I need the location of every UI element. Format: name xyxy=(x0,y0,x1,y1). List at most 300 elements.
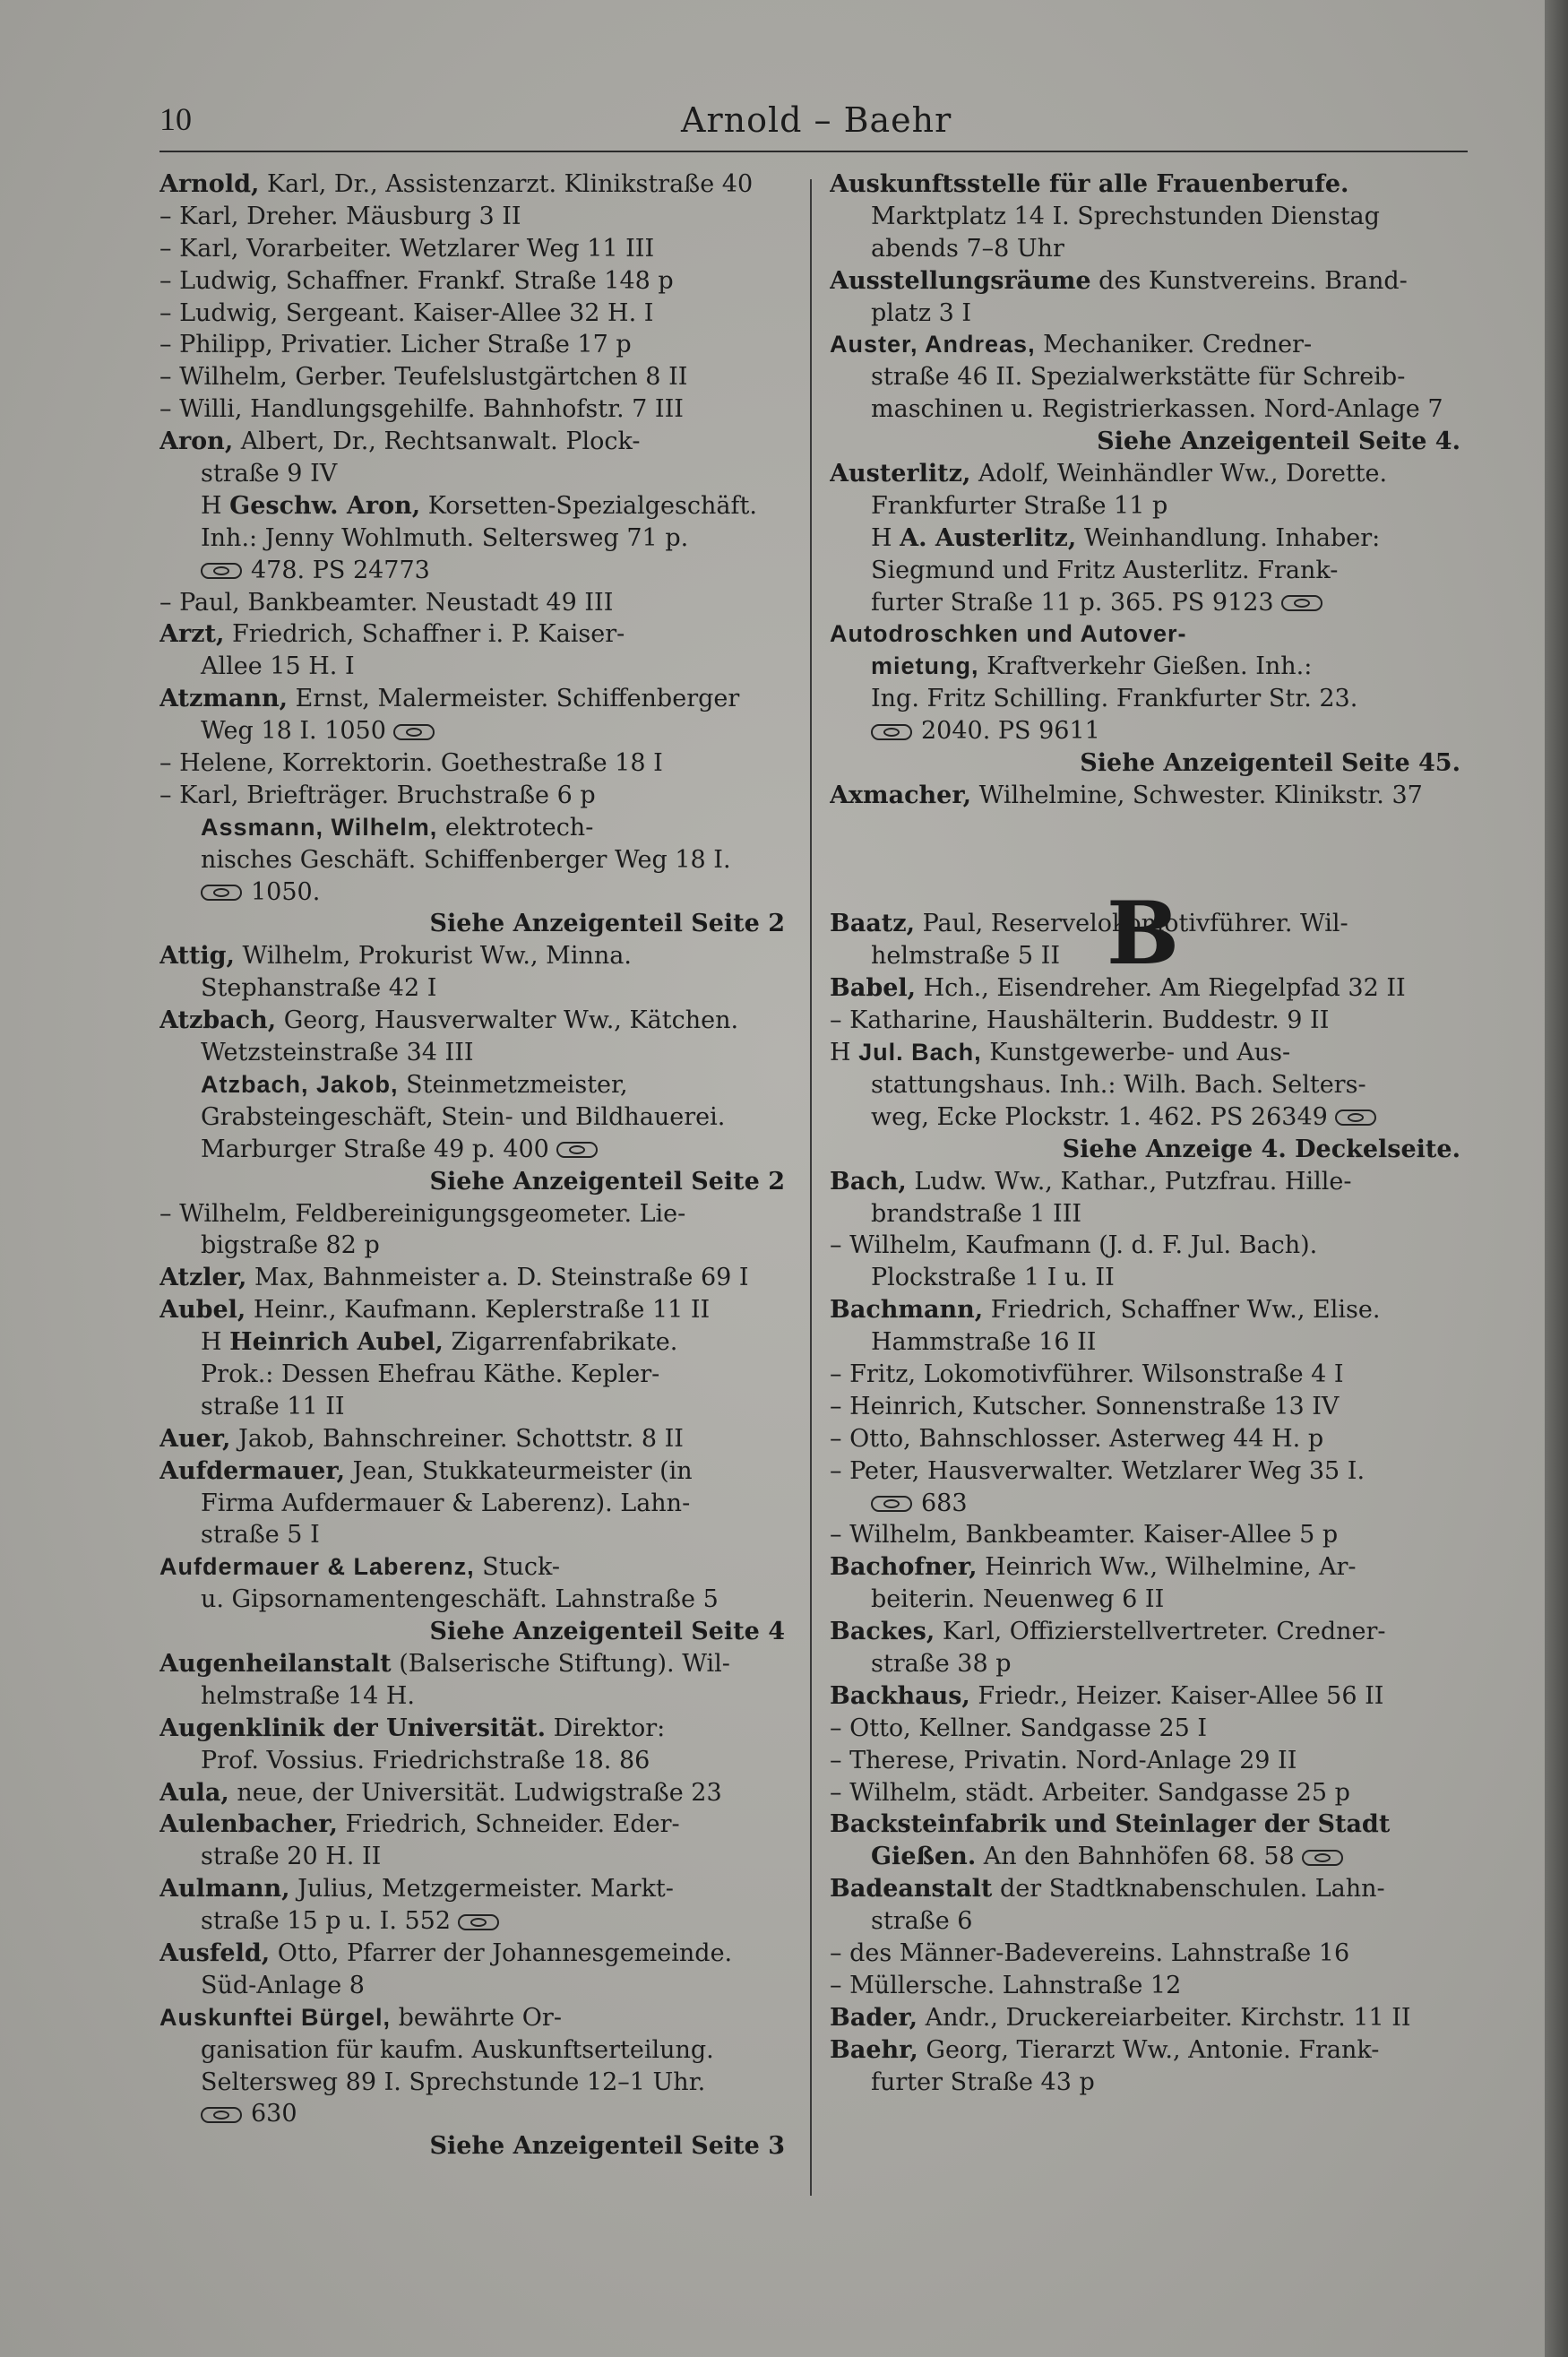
directory-entry xyxy=(830,329,1468,458)
entry-text: Ing. Fritz Schilling. Frankfurter Str. 23. xyxy=(871,685,1358,713)
entry-line xyxy=(830,651,1468,683)
column-divider xyxy=(810,179,812,2196)
entry-text: Paul, Reservelokomotivführer. Wil- xyxy=(915,910,1348,938)
entry-line xyxy=(159,329,792,361)
entry-line xyxy=(830,1938,1468,1970)
telephone-icon xyxy=(393,724,435,740)
entry-prefix: – xyxy=(830,1360,850,1388)
entry-line xyxy=(159,298,792,330)
entry-line xyxy=(159,1680,792,1713)
entry-line xyxy=(159,683,792,715)
entry-line xyxy=(830,683,1468,715)
book-spine xyxy=(1545,0,1568,2357)
entry-text: Süd-Anlage 8 xyxy=(201,1971,365,1999)
entry-line xyxy=(830,522,1468,555)
entry-line xyxy=(159,1198,792,1230)
entry-text: des Männer-Badevereins. Lahnstraße 16 xyxy=(849,1938,1350,1967)
entry-text: Siehe Anzeigenteil Seite 45. xyxy=(1080,749,1460,778)
entry-prefix: – xyxy=(830,1778,850,1807)
entry-line xyxy=(830,2034,1468,2067)
directory-entry xyxy=(159,1809,792,1873)
page-title: Arnold – Baehr xyxy=(681,100,952,140)
directory-entry xyxy=(830,1970,1468,2002)
entry-line xyxy=(159,1551,792,1584)
entry-text: Karl, Vorarbeiter. Wetzlarer Weg 11 III xyxy=(179,234,655,263)
entry-name: Heinrich Aubel, xyxy=(229,1328,444,1357)
directory-entry xyxy=(830,1166,1468,1230)
directory-entry xyxy=(830,458,1468,522)
entry-line xyxy=(830,168,1468,201)
directory-entry xyxy=(830,1616,1468,1680)
entry-text: brandstraße 1 III xyxy=(871,1199,1082,1228)
directory-entry xyxy=(159,329,792,361)
directory-entry xyxy=(159,1423,792,1455)
entry-line xyxy=(159,1488,792,1520)
entry-text: Wilhelm, Feldbereinigungsgeometer. Lie- xyxy=(179,1199,686,1228)
directory-entry xyxy=(159,747,792,780)
entry-line xyxy=(830,2067,1468,2099)
entry-name: Bach, xyxy=(830,1167,907,1196)
entry-prefix: – xyxy=(830,1938,850,1967)
entry-line xyxy=(159,1423,792,1455)
entry-text: Paul, Bankbeamter. Neustadt 49 III xyxy=(179,588,614,617)
directory-entry xyxy=(830,1455,1468,1520)
entry-prefix: – xyxy=(830,1521,850,1550)
entry-text: elektrotech- xyxy=(437,813,594,842)
entry-line xyxy=(830,1616,1468,1648)
directory-entry xyxy=(159,265,792,298)
entry-text: Siegmund und Fritz Austerlitz. Frank- xyxy=(871,556,1339,584)
entry-line xyxy=(159,1970,792,2002)
entry-prefix: – xyxy=(159,588,180,617)
telephone-icon xyxy=(556,1142,598,1158)
entry-line xyxy=(830,1584,1468,1616)
telephone-icon xyxy=(201,885,242,901)
entry-text: der Stadtknabenschulen. Lahn- xyxy=(992,1875,1385,1904)
entry-text: Siehe Anzeigenteil Seite 2 xyxy=(429,910,785,938)
entry-text: Heinrich, Kutscher. Sonnenstraße 13 IV xyxy=(849,1392,1340,1420)
entry-text: Adolf, Weinhändler Ww., Dorette. xyxy=(970,460,1388,488)
entry-text: furter Straße 11 p. 365. PS 9123 xyxy=(871,588,1274,617)
entry-line xyxy=(159,361,792,393)
entry-text: (Balserische Stiftung). Wil- xyxy=(391,1649,730,1678)
entry-line xyxy=(159,972,792,1005)
entry-prefix: – xyxy=(159,234,180,263)
advert-reference xyxy=(159,1616,792,1648)
entry-prefix: – xyxy=(159,395,180,424)
entry-line xyxy=(159,1326,792,1359)
advertiser-name: Auster, Andreas, xyxy=(830,331,1036,358)
section-letter: B xyxy=(1107,883,1180,984)
entry-text: furter Straße 43 p xyxy=(871,2068,1095,2096)
entry-text: Weg 18 I. 1050 xyxy=(201,717,386,746)
entry-line xyxy=(159,555,792,587)
entry-prefix: – xyxy=(830,1424,850,1453)
entry-line xyxy=(830,298,1468,330)
entry-text: Peter, Hausverwalter. Wetzlarer Weg 35 I. xyxy=(849,1456,1366,1485)
entry-name: Aron, xyxy=(159,427,234,456)
advertiser-name: Assmann, Wilhelm, xyxy=(201,813,438,841)
entry-line xyxy=(830,1391,1468,1423)
directory-entry xyxy=(830,1745,1468,1777)
directory-entry xyxy=(830,168,1468,265)
entry-text: Wilhelm, Gerber. Teufelslustgärtchen 8 II xyxy=(179,363,688,392)
directory-entry xyxy=(830,780,1468,812)
entry-name: Atzler, xyxy=(159,1264,247,1292)
entry-line xyxy=(830,1166,1468,1198)
directory-entry xyxy=(159,940,792,1005)
entry-prefix: – xyxy=(830,1392,850,1420)
directory-entry xyxy=(159,233,792,265)
directory-entry xyxy=(159,1005,792,1069)
entry-line xyxy=(159,1905,792,1938)
entry-text: stattungshaus. Inh.: Wilh. Bach. Selters- xyxy=(871,1070,1366,1099)
entry-text: Wilhelm, städt. Arbeiter. Sandgasse 25 p xyxy=(849,1778,1350,1807)
entry-text: Karl, Briefträger. Bruchstraße 6 p xyxy=(179,781,596,809)
entry-line xyxy=(830,780,1468,812)
telephone-icon xyxy=(871,724,912,740)
directory-entry xyxy=(159,587,792,619)
entry-line xyxy=(159,587,792,619)
entry-prefix: – xyxy=(159,749,180,778)
entry-line xyxy=(830,1037,1468,1069)
entry-text: Hammstraße 16 II xyxy=(871,1328,1097,1357)
entry-prefix: – xyxy=(159,1199,180,1228)
entry-text: Wilhelm, Bankbeamter. Kaiser-Allee 5 p xyxy=(849,1521,1339,1550)
directory-entry xyxy=(159,1777,792,1809)
entry-text: Heinrich Ww., Wilhelmine, Ar- xyxy=(977,1553,1357,1582)
entry-text: bewährte Or- xyxy=(391,2003,562,2032)
entry-line xyxy=(830,1101,1468,1134)
entry-line xyxy=(159,1938,792,1970)
entry-line xyxy=(830,1777,1468,1809)
entry-line xyxy=(159,1809,792,1841)
directory-entry xyxy=(830,1551,1468,1616)
entry-text: Helene, Korrektorin. Goethestraße 18 I xyxy=(179,749,663,778)
entry-text: Georg, Tierarzt Ww., Antonie. Frank- xyxy=(918,2035,1380,2064)
entry-text: Otto, Pfarrer der Johannesgemeinde. xyxy=(270,1938,733,1967)
entry-line xyxy=(830,1713,1468,1745)
entry-name: Backsteinfabrik und Steinlager der Stadt xyxy=(830,1810,1391,1839)
entry-text: Friedrich, Schneider. Eder- xyxy=(337,1810,680,1839)
entry-text: Otto, Bahnschlosser. Asterweg 44 H. p xyxy=(849,1424,1324,1453)
directory-entry xyxy=(159,1455,792,1552)
entry-line xyxy=(159,1648,792,1680)
entry-text: maschinen u. Registrierkassen. Nord-Anlage 7 xyxy=(871,395,1443,424)
entry-text: Müllersche. Lahnstraße 12 xyxy=(849,1971,1182,1999)
directory-entry xyxy=(830,1423,1468,1455)
directory-entry xyxy=(830,1294,1468,1359)
entry-text: Siehe Anzeigenteil Seite 3 xyxy=(429,2132,785,2161)
entry-text: straße 46 II. Spezialwerkstätte für Schreib- xyxy=(871,363,1406,392)
entry-line xyxy=(159,2002,792,2034)
directory-entry xyxy=(159,1262,792,1294)
directory-entry xyxy=(159,1873,792,1938)
advertiser-name: Autodroschken und Autover- xyxy=(830,620,1187,648)
entry-text: Max, Bahnmeister a. D. Steinstraße 69 I xyxy=(246,1264,749,1292)
directory-entry xyxy=(830,1391,1468,1423)
entry-text: straße 9 IV xyxy=(201,460,338,488)
entry-name: Aula, xyxy=(159,1778,229,1807)
entry-line xyxy=(830,1326,1468,1359)
entry-line xyxy=(159,1584,792,1616)
telephone-icon xyxy=(1281,595,1322,611)
entry-text: Therese, Privatin. Nord-Anlage 29 II xyxy=(849,1746,1297,1774)
entry-line xyxy=(159,265,792,298)
entry-text: Mechaniker. Credner- xyxy=(1035,331,1313,359)
entry-text: Allee 15 H. I xyxy=(201,652,355,681)
section-spacer xyxy=(830,844,1468,876)
entry-line xyxy=(159,1134,792,1166)
advertiser-name: Jul. Bach, xyxy=(858,1039,982,1066)
entry-prefix: H xyxy=(830,1039,859,1067)
entry-text: Zigarrenfabrikate. xyxy=(443,1328,678,1357)
entry-line xyxy=(159,2067,792,2099)
entry-text: Grabsteingeschäft, Stein- und Bildhauerei. xyxy=(201,1102,726,1131)
telephone-icon xyxy=(201,563,242,579)
entry-text: ganisation für kaufm. Auskunftserteilung. xyxy=(201,2035,714,2064)
entry-text: Siehe Anzeige 4. Deckelseite. xyxy=(1062,1135,1460,1163)
entry-prefix: H xyxy=(201,491,230,520)
entry-text: Willi, Handlungsgehilfe. Bahnhofstr. 7 III xyxy=(179,395,684,424)
entry-name: A. Austerlitz, xyxy=(900,523,1077,552)
entry-prefix: – xyxy=(830,1231,850,1260)
entry-line xyxy=(159,1101,792,1134)
entry-text: straße 5 I xyxy=(201,1521,320,1550)
entry-text: straße 11 II xyxy=(201,1392,345,1420)
directory-entry xyxy=(830,1230,1468,1294)
entry-prefix: – xyxy=(159,202,180,230)
advert-reference xyxy=(830,747,1468,780)
entry-text: Kunstgewerbe- und Aus- xyxy=(981,1039,1291,1067)
entry-line xyxy=(830,201,1468,233)
directory-entry xyxy=(159,1069,792,1198)
entry-line xyxy=(830,1551,1468,1584)
entry-text: Julius, Metzgermeister. Markt- xyxy=(289,1875,674,1904)
directory-entry xyxy=(159,618,792,683)
directory-entry xyxy=(159,298,792,330)
entry-line xyxy=(159,393,792,426)
entry-line xyxy=(830,361,1468,393)
entry-text: Wilhelmine, Schwester. Klinikstr. 37 xyxy=(971,781,1423,809)
entry-name: Backhaus, xyxy=(830,1681,970,1710)
telephone-icon xyxy=(201,2107,242,2123)
entry-line xyxy=(159,2034,792,2067)
directory-entry xyxy=(830,265,1468,330)
entry-name: Aulmann, xyxy=(159,1875,290,1904)
entry-line xyxy=(830,1359,1468,1391)
entry-prefix: – xyxy=(830,1714,850,1742)
entry-text: Wilhelm, Kaufmann (J. d. F. Jul. Bach). xyxy=(849,1231,1318,1260)
entry-text: 1050. xyxy=(251,877,321,906)
entry-prefix: – xyxy=(159,298,180,327)
entry-text: Steinmetzmeister, xyxy=(398,1070,628,1099)
entry-name: Auer, xyxy=(159,1424,231,1453)
entry-line xyxy=(159,490,792,522)
entry-name: Bader, xyxy=(830,2003,918,2032)
entry-text: Karl, Offizierstellvertreter. Credner- xyxy=(935,1618,1386,1646)
entry-line xyxy=(830,1455,1468,1488)
header-rule xyxy=(159,151,1468,152)
entry-line xyxy=(159,747,792,780)
entry-line xyxy=(159,618,792,651)
entry-prefix: – xyxy=(159,781,180,809)
entry-text: Prof. Vossius. Friedrichstraße 18. 86 xyxy=(201,1746,650,1774)
entry-line xyxy=(159,2098,792,2130)
directory-entry xyxy=(830,1938,1468,1970)
entry-name: Backes, xyxy=(830,1618,935,1646)
telephone-icon xyxy=(1302,1850,1343,1866)
advert-reference xyxy=(159,908,792,940)
entry-text: Marburger Straße 49 p. 400 xyxy=(201,1135,549,1163)
directory-entry xyxy=(830,1873,1468,1938)
entry-line xyxy=(830,1873,1468,1905)
entry-line xyxy=(830,1005,1468,1037)
entry-line xyxy=(159,844,792,876)
directory-entry xyxy=(159,683,792,747)
entry-name: Arzt, xyxy=(159,620,225,649)
entry-line xyxy=(830,1841,1468,1873)
section-spacer xyxy=(830,812,1468,844)
entry-text: straße 20 H. II xyxy=(201,1843,382,1871)
entry-line xyxy=(830,715,1468,747)
directory-entry xyxy=(830,1037,1468,1166)
entry-text: 2040. PS 9611 xyxy=(921,717,1100,746)
entry-line xyxy=(159,1391,792,1423)
entry-name: Austerlitz, xyxy=(830,460,971,488)
directory-entry xyxy=(159,1294,792,1326)
entry-line xyxy=(159,168,792,201)
entry-text: Albert, Dr., Rechtsanwalt. Plock- xyxy=(233,427,641,456)
entry-text: des Kunstvereins. Brand- xyxy=(1090,266,1408,295)
entry-line xyxy=(830,490,1468,522)
entry-text: helmstraße 5 II xyxy=(871,942,1061,971)
page-number: 10 xyxy=(159,101,192,137)
entry-line xyxy=(159,715,792,747)
directory-entry xyxy=(159,490,792,587)
entry-name: Augenklinik der Universität. xyxy=(159,1714,546,1742)
entry-text: straße 6 xyxy=(871,1907,973,1936)
entry-text: platz 3 I xyxy=(871,298,972,327)
entry-line xyxy=(830,233,1468,265)
entry-prefix: – xyxy=(830,1746,850,1774)
entry-line xyxy=(830,1198,1468,1230)
entry-line xyxy=(830,1488,1468,1520)
directory-entry xyxy=(159,1713,792,1777)
entry-line xyxy=(159,458,792,490)
entry-line xyxy=(830,1262,1468,1294)
entry-line xyxy=(830,1294,1468,1326)
entry-prefix: H xyxy=(871,523,900,552)
directory-entry xyxy=(159,1648,792,1713)
directory-entry xyxy=(159,393,792,426)
entry-line xyxy=(830,393,1468,426)
entry-name: Ausfeld, xyxy=(159,1938,271,1967)
entry-line xyxy=(159,876,792,909)
entry-text: Korsetten-Spezialgeschäft. xyxy=(420,491,757,520)
entry-text: Wilhelm, Prokurist Ww., Minna. xyxy=(234,942,632,971)
entry-line xyxy=(830,2002,1468,2034)
entry-text: Wetzsteinstraße 34 III xyxy=(201,1039,474,1067)
directory-entry xyxy=(159,168,792,201)
entry-text: Andr., Druckereiarbeiter. Kirchstr. 11 II xyxy=(918,2003,1411,2032)
entry-text: Stuck- xyxy=(474,1553,561,1582)
entry-name: Gießen. xyxy=(871,1843,977,1871)
entry-text: Otto, Kellner. Sandgasse 25 I xyxy=(849,1714,1208,1742)
entry-line xyxy=(830,1069,1468,1101)
entry-text: Weinhandlung. Inhaber: xyxy=(1076,523,1381,552)
entry-name: Bachmann, xyxy=(830,1296,984,1325)
directory-entry xyxy=(830,1713,1468,1745)
entry-text: Ludwig, Sergeant. Kaiser-Allee 32 H. I xyxy=(179,298,654,327)
telephone-icon xyxy=(871,1496,912,1512)
entry-text: Hch., Eisendreher. Am Riegelpfad 32 II xyxy=(916,974,1406,1003)
entry-name: Atzbach, xyxy=(159,1006,277,1035)
entry-text: Siehe Anzeigenteil Seite 2 xyxy=(429,1167,785,1196)
entry-prefix: – xyxy=(159,266,180,295)
entry-text: Marktplatz 14 I. Sprechstunden Dienstag xyxy=(871,202,1380,230)
entry-line xyxy=(830,618,1468,651)
entry-prefix: H xyxy=(201,1328,230,1357)
entry-name: Atzmann, xyxy=(159,685,289,713)
entry-name: Bachofner, xyxy=(830,1553,978,1582)
entry-line xyxy=(159,1359,792,1391)
entry-prefix: – xyxy=(830,1971,850,1999)
entry-name: Attig, xyxy=(159,942,235,971)
entry-line xyxy=(830,1519,1468,1551)
entry-text: helmstraße 14 H. xyxy=(201,1681,415,1710)
entry-text: Stephanstraße 42 I xyxy=(201,974,437,1003)
directory-entry xyxy=(830,1777,1468,1809)
entry-line xyxy=(159,233,792,265)
entry-name: Baehr, xyxy=(830,2035,918,2064)
entry-name: Babel, xyxy=(830,974,917,1003)
entry-text: Kraftverkehr Gießen. Inh.: xyxy=(978,652,1313,681)
directory-entry xyxy=(159,1326,792,1423)
entry-text: Seltersweg 89 I. Sprechstunde 12–1 Uhr. xyxy=(201,2068,706,2096)
entry-text: nisches Geschäft. Schiffenberger Weg 18 I. xyxy=(201,845,731,874)
entry-text: Karl, Dreher. Mäusburg 3 II xyxy=(179,202,521,230)
advert-reference xyxy=(830,426,1468,458)
directory-entry xyxy=(159,812,792,941)
entry-line xyxy=(830,329,1468,361)
entry-text: 478. PS 24773 xyxy=(251,556,430,584)
entry-text: Georg, Hausverwalter Ww., Kätchen. xyxy=(276,1006,739,1035)
entry-text: Siehe Anzeigenteil Seite 4. xyxy=(1097,427,1460,456)
entry-text: Fritz, Lokomotivführer. Wilsonstraße 4 I xyxy=(849,1360,1344,1388)
advertiser-name: Aufdermauer & Laberenz, xyxy=(159,1553,475,1581)
directory-entry xyxy=(159,780,792,812)
entry-text: Friedrich, Schaffner Ww., Elise. xyxy=(983,1296,1381,1325)
directory-entry xyxy=(830,1809,1468,1873)
entry-text: Jean, Stukkateurmeister (in xyxy=(345,1456,693,1485)
entry-name: Axmacher, xyxy=(830,781,972,809)
entry-line xyxy=(159,1455,792,1488)
entry-line xyxy=(830,1905,1468,1938)
entry-text: beiterin. Neuenweg 6 II xyxy=(871,1585,1165,1614)
entry-name: Badeanstalt xyxy=(830,1875,993,1904)
entry-text: u. Gipsornamentengeschäft. Lahnstraße 5 xyxy=(201,1585,719,1614)
entry-line xyxy=(830,1648,1468,1680)
entry-text: straße 15 p u. I. 552 xyxy=(201,1907,452,1936)
entry-line xyxy=(159,1519,792,1551)
entry-line xyxy=(159,1005,792,1037)
entry-text: weg, Ecke Plockstr. 1. 462. PS 26349 xyxy=(871,1102,1328,1131)
entry-line xyxy=(159,201,792,233)
entry-name: Augenheilanstalt xyxy=(159,1649,392,1678)
entry-text: Prok.: Dessen Ehefrau Käthe. Kepler- xyxy=(201,1360,660,1388)
entry-line xyxy=(159,522,792,555)
